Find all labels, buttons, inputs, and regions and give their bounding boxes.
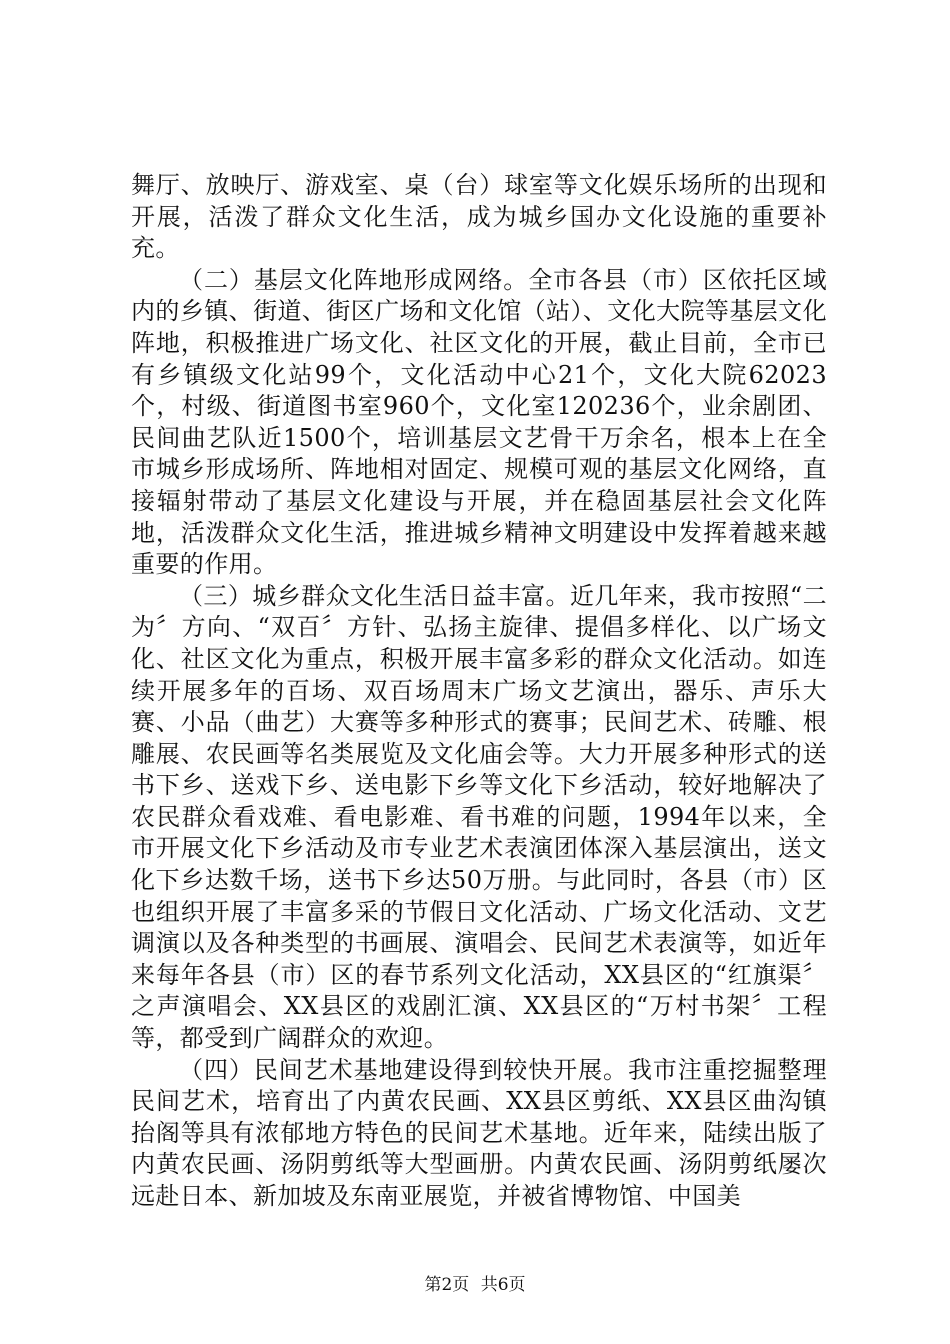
paragraph-section-3: （三）城乡群众文化生活日益丰富。近几年来，我市按照“二为〞方向、“双百〞方针、弘扬主旋律、提倡多样化、以广场文化、社区文化为重点，积极开展丰富多彩的群众文化活动。如连续开展多年的百场、双百场周末广场文艺演出，器乐、声乐大赛、小品（曲艺）大赛等多种形式的赛事；民间艺术、砖雕、根雕展、农民画等名类展览及文化庙会等。大力开展多种形式的送书下乡、送戏下乡、送电影下乡等文化下乡活动，较好地解决了农民群众看戏难、看电影难、看书难的问题，1994年以来，全市开展文化下乡活动及市专业艺术表演团体深入基层演出，送文化下乡达数千场，送书下乡达50万册。与此同时，各县（市）区也组织开展了丰富多采的节假日文化活动、广场文化活动、文艺调演以及各种类型的书画展、演唱会、民间艺术表演等，如近年来每年各县（市）区的春节系列文化活动，XX县区的“红旗渠〞之声演唱会、XX县区的戏剧汇演、XX县区的“万村书架〞工程等，都受到广阔群众的欢迎。 (131, 581, 827, 1053)
paragraph-section-4: （四）民间艺术基地建设得到较快开展。我市注重挖掘整理民间艺术，培育出了内黄农民画、XX县区剪纸、XX县区曲沟镇抬阁等具有浓郁地方特色的民间艺术基地。近年来，陆续出版了内黄农民画、汤阴剪纸等大型画册。内黄农民画、汤阴剪纸屡次远赴日本、新加坡及东南亚展览，并被省博物馆、中国美 (131, 1055, 827, 1210)
page-number-total: 共6页 (480, 1275, 526, 1295)
page-footer (0, 1270, 950, 1295)
document-body (131, 170, 827, 1213)
paragraph-continuation: 舞厅、放映厅、游戏室、桌（台）球室等文化娱乐场所的出现和开展，活泼了群众文化生活，成为城乡国办文化设施的重要补充。 (131, 171, 827, 263)
paragraph-section-2: （二）基层文化阵地形成网络。全市各县（市）区依托区域内的乡镇、街道、街区广场和文化馆（站）、文化大院等基层文化阵地，积极推进广场文化、社区文化的开展，截止目前，全市已有乡镇级文化站99个，文化活动中心21个，文化大院62023个，村级、街道图书室960个，文化室120236个，业余剧团、民间曲艺队近1500个，培训基层文艺骨干万余名，根本上在全市城乡形成场所、阵地相对固定、规模可观的基层文化网络，直接辐射带动了基层文化建设与开展，并在稳固基层社会文化阵地，活泼群众文化生活，推进城乡精神文明建设中发挥着越来越重要的作用。 (131, 265, 827, 579)
page-number-current: 第2页 (424, 1275, 470, 1295)
